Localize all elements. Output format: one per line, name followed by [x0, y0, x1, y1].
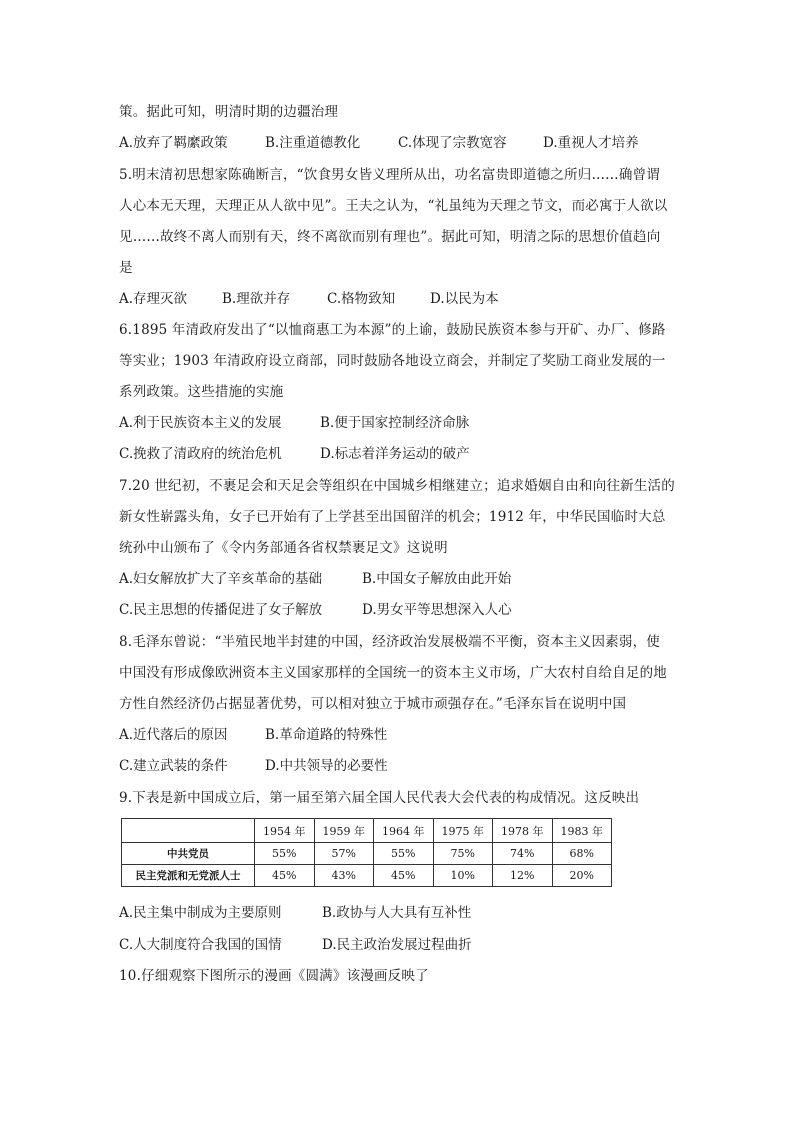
table-cell: 55%	[374, 843, 434, 865]
representatives-table	[121, 818, 612, 887]
q9-stem: 9.下表是新中国成立后，第一届至第六届全国人民代表大会代表的构成情况。这反映出	[119, 790, 640, 806]
q5-option-c[interactable]: C.格物致知	[327, 291, 396, 307]
q4-option-c[interactable]: C.体现了宗教宽容	[398, 135, 507, 151]
q7-stem-line-1: 7.20 世纪初，不裹足会和天足会等组织在中国城乡相继建立；追求婚姻自由和向往新生活的	[119, 478, 675, 494]
q9-option-c[interactable]: C.人大制度符合我国的国情	[119, 937, 282, 953]
q5-option-a[interactable]: A.存理灭欲	[119, 291, 188, 307]
q10-stem: 10.仔细观察下图所示的漫画《圆满》该漫画反映了	[119, 968, 429, 984]
table-row	[122, 843, 612, 865]
table-cell: 57%	[314, 843, 374, 865]
q7-option-b[interactable]: B.中国女子解放由此开始	[362, 571, 512, 587]
table-cell: 45%	[255, 865, 315, 887]
q5-stem-line-4: 是	[119, 260, 133, 276]
table-corner-cell	[122, 819, 255, 843]
q8-option-d[interactable]: D.中共领导的必要性	[265, 758, 388, 774]
q5-stem-line-1: 5.明末清初思想家陈确断言，“饮食男女皆义理所从出，功名富贵即道德之所归……确曾谓	[119, 167, 660, 183]
table-cell: 55%	[255, 843, 315, 865]
q6-option-d[interactable]: D.标志着洋务运动的破产	[320, 446, 470, 462]
q8-option-a[interactable]: A.近代落后的原因	[119, 727, 228, 743]
q5-option-d[interactable]: D.以民为本	[430, 291, 499, 307]
q7-stem-line-3: 统孙中山颁布了《令内务部通各省权禁裹足文》这说明	[119, 540, 448, 556]
q6-stem-line-1: 6.1895 年清政府发出了“以恤商惠工为本源”的上谕，鼓励民族资本参与开矿、办厂、修路	[119, 322, 666, 338]
table-cell: 12%	[493, 865, 553, 887]
q8-stem-line-2: 中国没有形成像欧洲资本主义国家那样的全国统一的资本主义市场，广大农村自给自足的地	[119, 665, 667, 681]
q5-option-b[interactable]: B.理欲并存	[222, 291, 291, 307]
q9-option-a[interactable]: A.民主集中制成为主要原则	[119, 905, 282, 921]
q6-option-a[interactable]: A.利于民族资本主义的发展	[119, 415, 282, 431]
q7-option-d[interactable]: D.男女平等思想深入人心	[362, 602, 512, 618]
q8-stem-line-3: 方性自然经济仍占据显著优势，可以相对独立于城市顽强存在。”毛泽东旨在说明中国	[119, 696, 627, 712]
table-row-label: 民主党派和无党派人士	[122, 865, 255, 887]
table-cell: 43%	[314, 865, 374, 887]
q8-option-c[interactable]: C.建立武装的条件	[119, 758, 228, 774]
q5-stem-line-2: 人心本无天理，天理正从人欲中见”。王夫之认为，“礼虽纯为天理之节文，而必寓于人欲以	[119, 198, 668, 214]
q8-option-b[interactable]: B.革命道路的特殊性	[265, 727, 388, 743]
table-cell: 74%	[493, 843, 553, 865]
q6-option-c[interactable]: C.挽救了清政府的统治危机	[119, 446, 282, 462]
table-header-cell: 1983 年	[552, 819, 612, 843]
q4-option-d[interactable]: D.重视人才培养	[543, 135, 639, 151]
table-header-cell: 1964 年	[374, 819, 434, 843]
table-row	[122, 865, 612, 887]
q4-option-b[interactable]: B.注重道德教化	[265, 135, 361, 151]
table-header-cell: 1978 年	[493, 819, 553, 843]
table-header-row	[122, 819, 612, 843]
q7-option-c[interactable]: C.民主思想的传播促进了女子解放	[119, 602, 323, 618]
q6-option-b[interactable]: B.便于国家控制经济命脉	[320, 415, 470, 431]
q6-stem-line-3: 系列政策。这些措施的实施	[119, 384, 284, 400]
q9-option-b[interactable]: B.政协与人大具有互补性	[322, 905, 472, 921]
q7-option-a[interactable]: A.妇女解放扩大了辛亥革命的基础	[119, 571, 323, 587]
q7-stem-line-2: 新女性崭露头角，女子已开始有了上学甚至出国留洋的机会；1912 年，中华民国临时大总	[119, 509, 666, 525]
table-header-cell: 1975 年	[433, 819, 493, 843]
q6-stem-line-2: 等实业；1903 年清政府设立商部，同时鼓励各地设立商会，并制定了奖励工商业发展的一	[119, 353, 666, 369]
table-cell: 20%	[552, 865, 612, 887]
q8-stem-line-1: 8.毛泽东曾说：“半殖民地半封建的中国，经济政治发展极端不平衡，资本主义因素弱，使	[119, 634, 660, 650]
table-header-cell: 1954 年	[255, 819, 315, 843]
table-header-cell: 1959 年	[314, 819, 374, 843]
q5-stem-line-3: 见……故终不离人而别有天，终不离欲而别有理也”。据此可知，明清之际的思想价值趋向	[119, 229, 661, 245]
q4-stem-tail: 策。据此可知，明清时期的边疆治理	[119, 104, 339, 120]
table-row-label: 中共党员	[122, 843, 255, 865]
table-cell: 10%	[433, 865, 493, 887]
q9-option-d[interactable]: D.民主政治发展过程曲折	[322, 937, 472, 953]
table-cell: 45%	[374, 865, 434, 887]
q4-option-a[interactable]: A.放弃了羁縻政策	[119, 135, 228, 151]
table-cell: 68%	[552, 843, 612, 865]
table-cell: 75%	[433, 843, 493, 865]
